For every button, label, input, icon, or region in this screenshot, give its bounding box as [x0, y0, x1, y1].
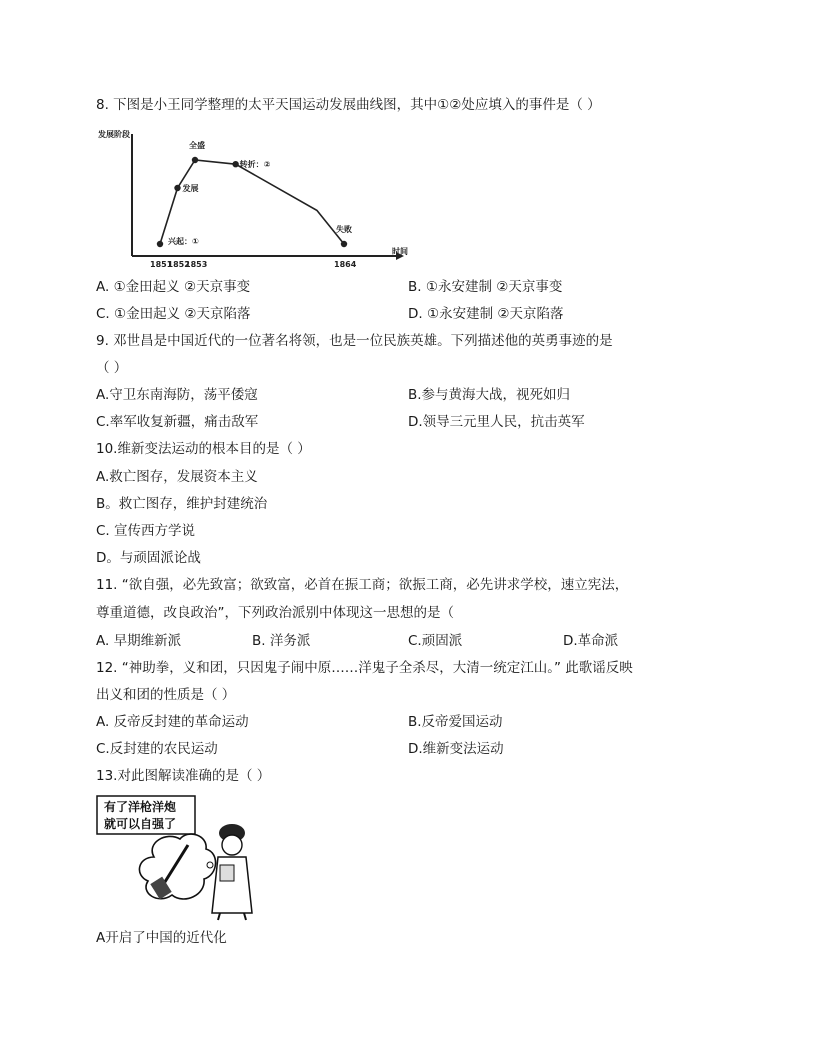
q13-stem: 13.对此图解读准确的是（ ） — [96, 768, 271, 784]
official-book — [220, 865, 234, 881]
chart-point — [232, 161, 238, 167]
q11-option-b: B. 洋务派 — [252, 633, 311, 649]
q10-option-d: D。与顽固派论战 — [96, 550, 201, 566]
q13-option-a: A开启了中国的近代化 — [96, 930, 227, 946]
q10-option-b: B。救亡图存，维护封建统治 — [96, 496, 268, 512]
q12-option-d: D.维新变法运动 — [408, 741, 504, 757]
chart-point — [157, 241, 163, 247]
q8-stem: 8. 下图是小王同学整理的太平天国运动发展曲线图，其中①②处应填入的事件是（ ） — [96, 97, 601, 113]
chart-svg — [96, 128, 416, 270]
q10-option-a: A.救亡图存，发展资本主义 — [96, 469, 258, 485]
official-face — [222, 835, 242, 855]
chart-x-tick-label: 1853 — [185, 260, 208, 269]
q10-stem: 10.维新变法运动的根本目的是（ ） — [96, 441, 311, 457]
chart-x-tick-label: 1864 — [334, 260, 357, 269]
q12-option-b: B.反帝爱国运动 — [408, 714, 503, 730]
q11-option-d: D.革命派 — [563, 633, 619, 649]
q8-option-b: B. ①永安建制 ②天京事变 — [408, 279, 563, 295]
q9-stem-line-1: 9. 邓世昌是中国近代的一位著名将领，也是一位民族英雄。下列描述他的英勇事迹的是 — [96, 333, 613, 349]
q11-option-a: A. 早期维新派 — [96, 633, 182, 649]
chart-curve — [160, 160, 344, 244]
q9-option-c: C.率军收复新疆，痛击敌军 — [96, 414, 259, 430]
q11-stem-line-2: 尊重道德，改良政治”，下列政治派别中体现这一思想的是（ — [96, 605, 454, 621]
chart-point-label: 转折：② — [239, 160, 271, 170]
chart-point — [174, 185, 180, 191]
q11-stem-line-1: 11. “欲自强，必先致富；欲致富，必首在振工商；欲振工商，必先讲求学校，速立宪法， — [96, 577, 629, 593]
chart-point — [192, 157, 198, 163]
chart-point-label: 兴起：① — [168, 237, 199, 246]
q9-option-b: B.参与黄海大战，视死如归 — [408, 387, 571, 403]
q12-option-a: A. 反帝反封建的革命运动 — [96, 714, 249, 730]
thought-cloud — [139, 834, 215, 899]
chart-point-label: 全盛 — [189, 141, 205, 150]
cartoon-line-1: 有了洋枪洋炮 — [104, 800, 177, 814]
yangwu-cartoon — [96, 795, 266, 921]
q11-option-c: C.顽固派 — [408, 633, 463, 649]
q9-stem-line-2: （ ） — [96, 360, 128, 376]
cartoon-line-2: 就可以自强了 — [104, 817, 177, 831]
taiping-development-chart — [96, 128, 416, 270]
q12-stem-line-1: 12. “神助拳，义和团，只因鬼子闹中原……洋鬼子全杀尽，大清一统定江山。” 此歌谣反映 — [96, 660, 633, 676]
q9-option-a: A.守卫东南海防，荡平倭寇 — [96, 387, 258, 403]
chart-ylabel: 发展阶段 — [98, 130, 130, 139]
q12-option-c: C.反封建的农民运动 — [96, 741, 218, 757]
chart-x-tick-label: 1851 — [150, 260, 173, 269]
q12-stem-line-2: 出义和团的性质是（ ） — [96, 687, 236, 703]
chart-xlabel: 时间 — [392, 247, 408, 256]
q8-option-d: D. ①永安建制 ②天京陷落 — [408, 306, 564, 322]
cartoon-svg — [96, 795, 266, 921]
official-leg-left — [218, 913, 220, 920]
q9-option-d: D.领导三元里人民，抗击英军 — [408, 414, 585, 430]
q8-option-a: A. ①金田起义 ②天京事变 — [96, 279, 251, 295]
chart-point-label: 发展 — [182, 184, 199, 193]
official-leg-right — [244, 913, 246, 920]
q10-option-c: C. 宣传西方学说 — [96, 523, 196, 539]
chart-point-label: 失败 — [336, 225, 352, 234]
q8-option-c: C. ①金田起义 ②天京陷落 — [96, 306, 251, 322]
chart-x-tick-label: 1852 — [167, 260, 190, 269]
chart-point — [341, 241, 347, 247]
